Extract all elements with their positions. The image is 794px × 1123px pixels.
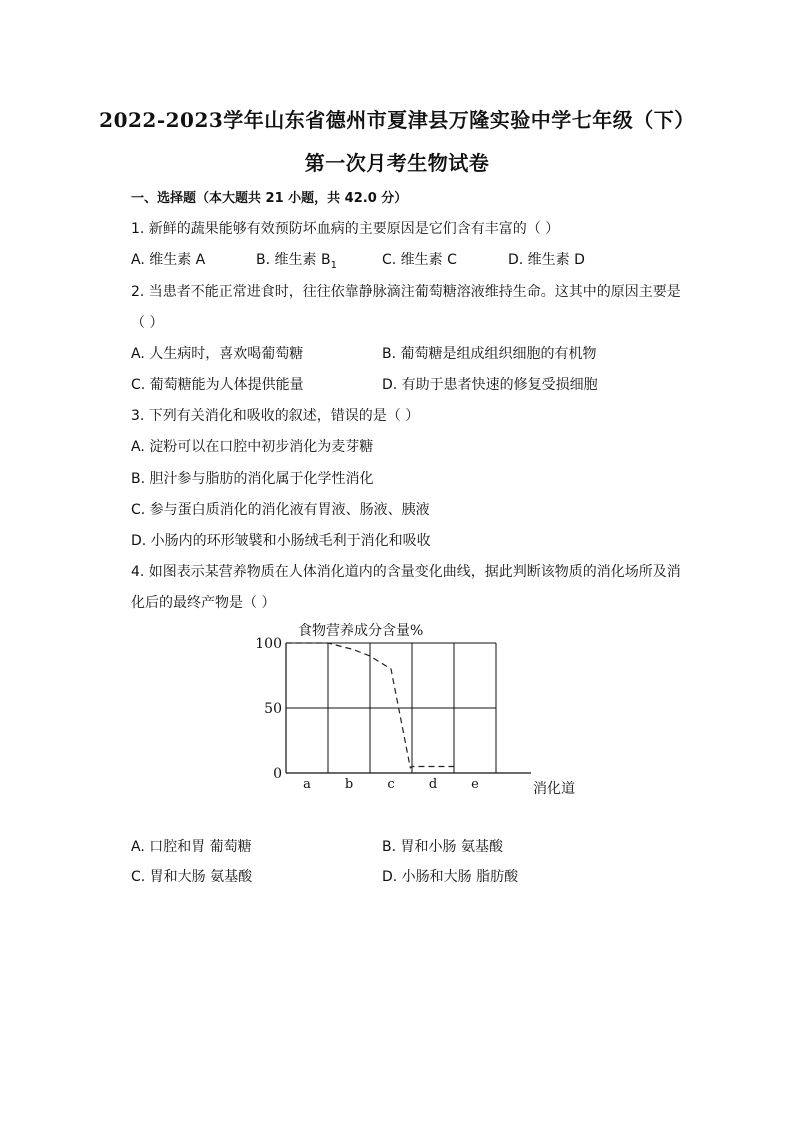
exam-title-line2: 第一次月考生物试卷 xyxy=(304,151,490,175)
q3-option-d: D. 小肠内的环形皱襞和小肠绒毛利于消化和吸收 xyxy=(131,533,431,549)
q4-option-b: B. 胃和小肠 氨基酸 xyxy=(382,839,503,855)
q3-option-b: B. 胆汁参与脂肪的消化属于化学性消化 xyxy=(131,471,374,487)
nutrient-content-chart xyxy=(250,612,575,802)
q3-stem: 3. 下列有关消化和吸收的叙述，错误的是（ ） xyxy=(131,408,420,424)
q4-option-a: A. 口腔和胃 葡萄糖 xyxy=(131,839,252,855)
q4-option-c: C. 胃和大肠 氨基酸 xyxy=(131,869,253,885)
q1-option-b xyxy=(256,249,337,271)
q2-option-c: C. 葡萄糖能为人体提供能量 xyxy=(131,377,304,393)
q1-option-d: D. 维生素 D xyxy=(508,252,585,268)
q2-option-d: D. 有助于患者快速的修复受损细胞 xyxy=(382,377,598,393)
chart-x-axis-title: 消化道 xyxy=(533,781,575,797)
chart-y-axis-title: 食物营养成分含量% xyxy=(298,623,424,639)
q4-stem-continued: 化后的最终产物是（ ） xyxy=(131,595,276,611)
chart-grid xyxy=(286,643,496,773)
q4-stem: 4. 如图表示某营养物质在人体消化道内的含量变化曲线，据此判断该物质的消化场所及消 xyxy=(131,564,681,580)
q3-option-a: A. 淀粉可以在口腔中初步消化为麦芽糖 xyxy=(131,439,374,455)
chart-x-tick-label: b xyxy=(344,777,354,792)
section-heading: 一、选择题（本大题共 21 小题，共 42.0 分） xyxy=(131,191,408,206)
chart-y-tick-label: 0 xyxy=(273,766,282,782)
chart-x-tick-label: e xyxy=(471,777,479,792)
chart-x-tick-label: a xyxy=(303,777,311,792)
q2-stem: 2. 当患者不能正常进食时，往往依靠静脉滴注葡萄糖溶液维持生命。这其中的原因主要是 xyxy=(131,284,681,300)
q4-option-d: D. 小肠和大肠 脂肪酸 xyxy=(382,869,519,885)
chart-y-tick-label: 50 xyxy=(264,701,282,717)
q2-stem-continued: （ ） xyxy=(131,315,164,331)
exam-title-line1: 2022-2023学年山东省德州市夏津县万隆实验中学七年级（下） xyxy=(99,108,695,132)
q1-option-b-subscript: 1 xyxy=(330,259,337,271)
chart-x-tick-label: c xyxy=(387,777,395,792)
q3-option-c: C. 参与蛋白质消化的消化液有胃液、肠液、胰液 xyxy=(131,502,430,518)
q1-option-c: C. 维生素 C xyxy=(382,252,457,268)
q2-option-a: A. 人生病时，喜欢喝葡萄糖 xyxy=(131,346,304,362)
q1-option-b-text: B. 维生素 B xyxy=(256,252,331,268)
q1-option-a: A. 维生素 A xyxy=(131,252,206,268)
q2-option-b: B. 葡萄糖是组成组织细胞的有机物 xyxy=(382,346,597,362)
q1-stem: 1. 新鲜的蔬果能够有效预防坏血病的主要原因是它们含有丰富的（ ） xyxy=(131,221,560,237)
chart-y-tick-label: 100 xyxy=(255,636,282,652)
chart-labels xyxy=(255,622,575,797)
chart-x-tick-label: d xyxy=(428,777,438,792)
